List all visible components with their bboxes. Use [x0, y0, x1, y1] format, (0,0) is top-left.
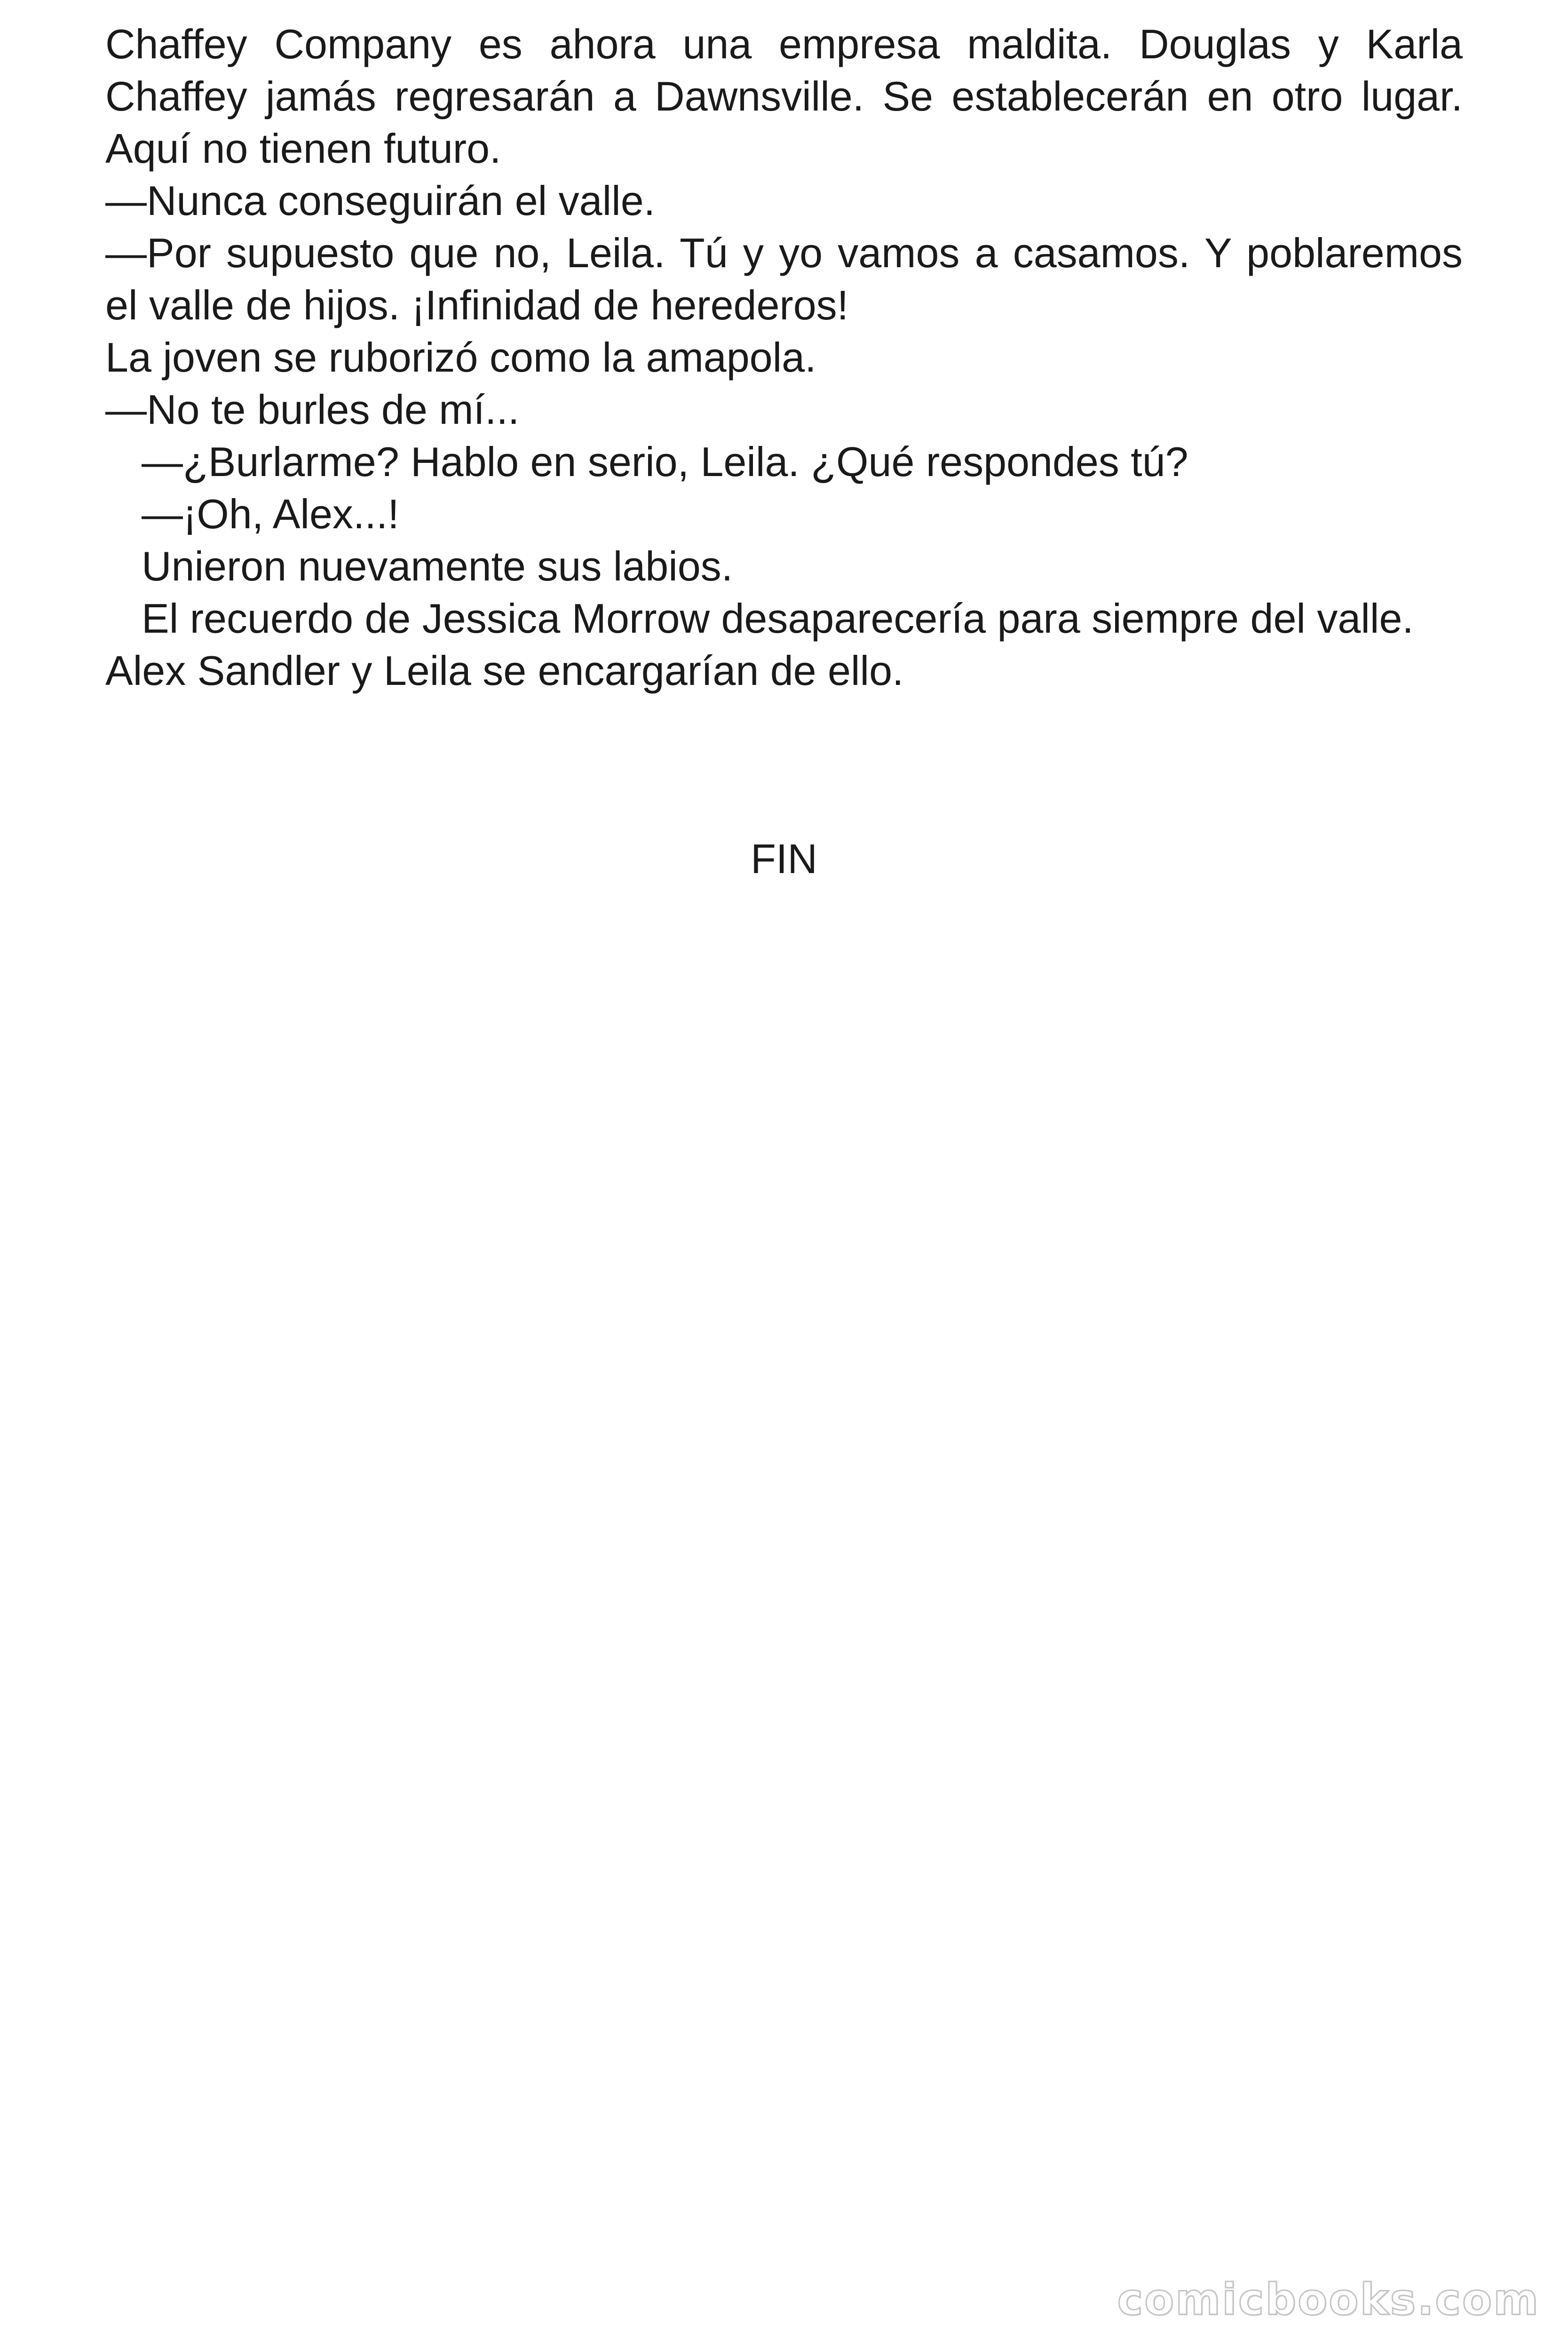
paragraph-ruborizo: La joven se ruborizó como la amapola. [105, 334, 816, 381]
paragraph-chaffey-company: Chaffey Company es ahora una empresa maldita. Douglas y Karla Chaffey jamás regresarán a Dawnsville. Se establecerán en otro lugar. Aquí no tienen futuro. [105, 21, 1463, 172]
paragraph-oh-alex: —¡Oh, Alex...! [142, 491, 399, 537]
watermark-logo: comicbooks.com [1117, 2274, 1540, 2325]
story-text [105, 18, 1463, 697]
paragraph-nunca-conseguiran: —Nunca conseguirán el valle. [105, 177, 656, 224]
paragraph-se-encargarian: Alex Sandler y Leila se encargarían de ello. [105, 647, 904, 694]
paragraph-por-supuesto: —Por supuesto que no, Leila. Tú y yo vamos a casamos. Y poblaremos el valle de hijos. ¡Infinidad de herederos! [105, 230, 1463, 328]
paragraph-burlarme: —¿Burlarme? Hablo en serio, Leila. ¿Qué respondes tú? [142, 438, 1188, 485]
paragraph-unieron: Unieron nuevamente sus labios. [142, 543, 733, 589]
paragraph-recuerdo-jessica: El recuerdo de Jessica Morrow desaparecería para siempre del valle. [142, 595, 1414, 642]
paragraph-no-te-burles: —No te burles de mí... [105, 386, 520, 433]
ending-title: FIN [751, 835, 817, 882]
